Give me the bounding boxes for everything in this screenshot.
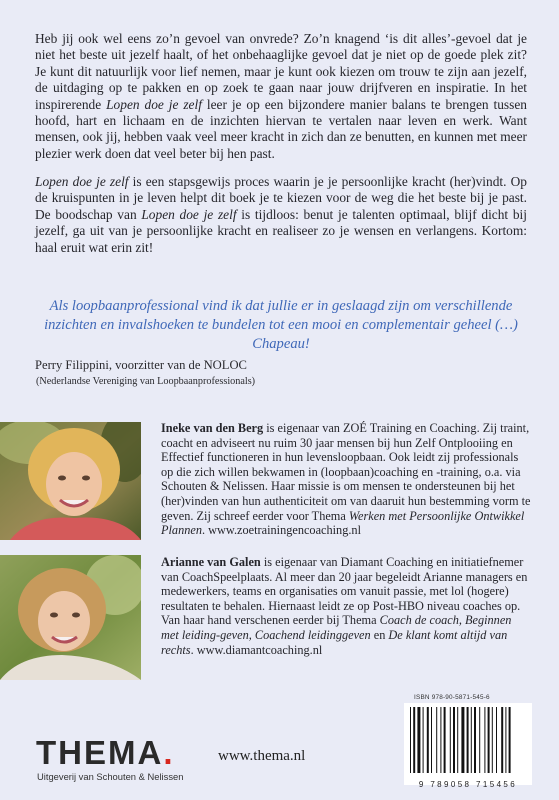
- barcode-bar: [457, 707, 458, 773]
- barcode-bar: [471, 707, 472, 773]
- author-bio-text: en: [370, 627, 389, 642]
- barcode-bar: [492, 707, 493, 773]
- barcode-bar: [496, 707, 497, 773]
- quote-attribution: Perry Filippini, voorzitter van de NOLOC: [35, 358, 247, 372]
- author-name: Ineke van den Berg: [161, 421, 264, 435]
- logo-dot: .: [163, 734, 175, 771]
- barcode-bar: [440, 707, 441, 773]
- barcode-bar: [444, 707, 446, 773]
- author-book-title: Werken met Persoonlijke Ontwikkel Plannen: [161, 508, 525, 538]
- barcode-bar: [479, 707, 480, 773]
- intro-text-1a: Heb jij ook wel eens zo’n gevoel van onvrede? Zo’n knagend ‘is dit alles’-gevoel dat je niet het beste uit jezelf haalt, of het onbehaaglijke gevoel dat je niet op de goede plek zit? Je kunt dit natuurlijk voor lief nemen, maar je kunt ook kiezen om trouw te zijn aan jezelf, de uitdaging op te pakken en op zoek te gaan naar jouw drijfveren en inspiratie. In het inspirerende: [35, 31, 527, 112]
- barcode-bar: [431, 707, 432, 773]
- logo-text: THEMA: [36, 734, 164, 771]
- barcode-bar: [505, 707, 506, 773]
- author-photo-arianne: [0, 555, 141, 680]
- author-bio-text: . www.zoetrainingencoaching.nl: [201, 523, 361, 538]
- barcode-bar: [509, 707, 511, 773]
- book-title-mention: Lopen doe je zelf: [141, 206, 237, 222]
- publisher-website: www.thema.nl: [218, 748, 306, 764]
- intro-text-2b: is tijdloos: benut je talenten optimaal, blijf dicht bij jezelf, ga uit van je persoonlijke kracht en realiseer zo je wensen en verlangens. Kortom: haal eruit wat erin zit!: [35, 206, 527, 255]
- barcode-bar: [474, 707, 476, 773]
- author-bio-arianne: [161, 555, 531, 657]
- intro-paragraph-1: [35, 31, 527, 162]
- barcode-bar: [453, 707, 455, 773]
- barcode-bar: [410, 707, 411, 773]
- barcode-bar: [501, 707, 503, 773]
- book-title-mention: Lopen doe je zelf: [35, 174, 129, 189]
- author-bio-text: . www.diamantcoaching.nl: [190, 642, 323, 657]
- barcode-bar: [461, 707, 464, 773]
- barcode-bar: [423, 707, 424, 773]
- barcode-bar: [427, 707, 429, 773]
- barcode-bar: [488, 707, 490, 773]
- isbn-label: ISBN 978-90-5871-545-6: [414, 694, 490, 701]
- intro-text-2a: is een stapsgewijs proces waarin je je persoonlijke kracht (her)vindt. Op de kruispunten in je leven helpt dit boek je te kiezen voor de weg die het beste bij je past. De boodschap van: [35, 174, 527, 222]
- author-book-title: Coach de coach, Beginnen met leiding-geven, Coachend leidinggeven: [161, 613, 512, 642]
- author-bio-text: is eigenaar van Diamant Coaching en initiatiefnemer van CoachSpeelplaats. Al meer dan 20 jaar begeleidt Arianne managers en medewerkers, teams en organisaties om vanuit passie, met lol (hogere) resultaten te behalen. Hiernaast leidt ze op Post-HBO niveau coaches op. Van haar hand verschenen eerder bij Thema: [161, 555, 528, 628]
- author-photo-ineke: [0, 422, 141, 540]
- quote-organization: (Nederlandse Vereniging van Loopbaanprofessionals): [36, 376, 256, 387]
- publisher-logo: [36, 736, 175, 769]
- barcode-icon: [404, 703, 532, 777]
- barcode-bar: [467, 707, 469, 773]
- portrait-image: [0, 422, 141, 540]
- publisher-name: Uitgeverij van Schouten & Nelissen: [37, 771, 184, 782]
- barcode-bar: [413, 707, 415, 773]
- book-title-mention: Lopen doe je zelf: [106, 96, 202, 112]
- author-book-title: De klant komt altijd van rechts: [161, 627, 508, 657]
- barcode-bar: [450, 707, 451, 773]
- endorsement-quote: Als loopbaanprofessional vind ik dat jullie er in geslaagd zijn om verschillende inzichten en invalshoeken te bundelen tot een mooi en complementair geheel (…) Chapeau!: [44, 298, 518, 352]
- isbn-barcode: [404, 703, 532, 785]
- barcode-bar: [436, 707, 437, 773]
- intro-paragraph-2: [35, 174, 527, 256]
- author-bio-text: is eigenaar van ZOÉ Training en Coaching. Zij traint, coacht en adviseert nu ruim 30 jaar mensen bij hun Zelf Ontplooiing en Effectief functioneren in hun levensloopbaan. Ook leidt zij professionals op die zich willen bekwamen in (loopbaan)coaching en -training, o.a. via Schouten & Nelissen. Haar missie is om mensen te ondersteunen bij het (her)vinden van hun authenticiteit om van daaruit hun bestemming vorm te geven. Zij schreef eerder voor Thema: [161, 421, 531, 523]
- portrait-image: [0, 555, 141, 680]
- barcode-number: 9 789058 715456: [418, 780, 518, 789]
- author-name: Arianne van Galen: [161, 555, 261, 569]
- intro-text-1b: leer je op een bijzondere manier balans te brengen tussen hoofd, hart en lichaam en de inzichten hiervan te vertalen naar leven en werk. Want mensen, ook jij, hebben vaak veel meer kracht in zich dan ze benutten, en kunnen met meer plezier werk doen dat veel beter bij hen past.: [35, 96, 527, 161]
- barcode-bar: [417, 707, 420, 773]
- barcode-bar: [484, 707, 485, 773]
- author-bio-ineke: [161, 421, 531, 538]
